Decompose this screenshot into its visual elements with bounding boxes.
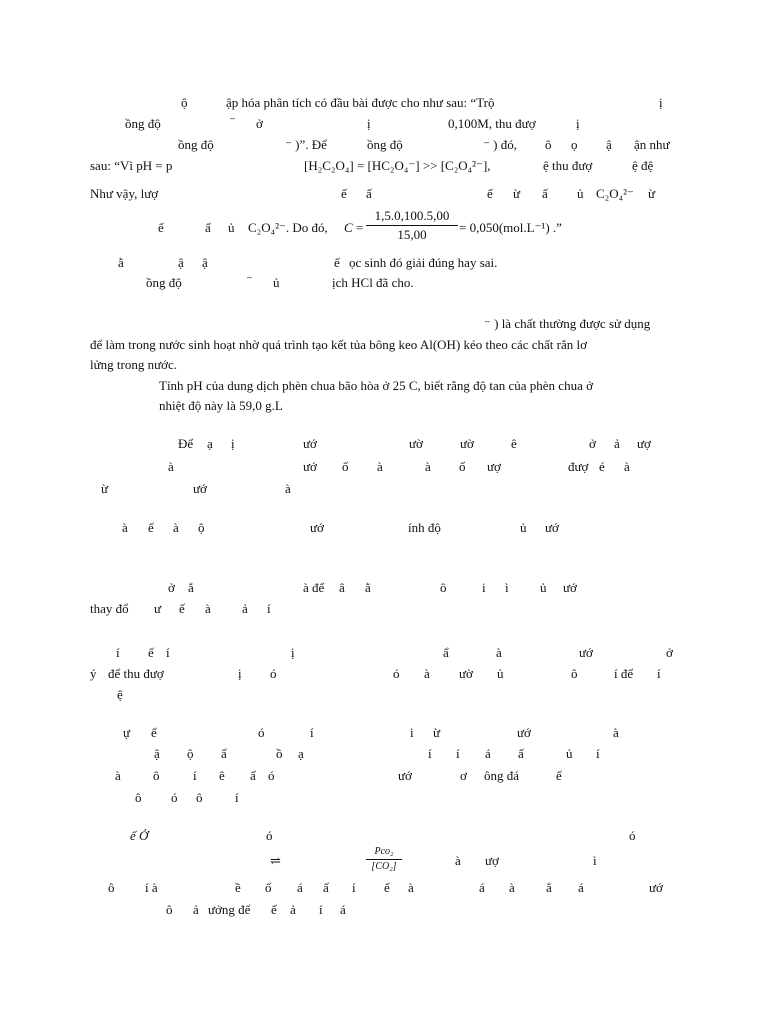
text-fragment: à bbox=[613, 725, 619, 740]
text-fragment: i bbox=[410, 725, 414, 740]
text-fragment: sau: “Vì pH = p bbox=[90, 158, 173, 173]
text-fragment: í bbox=[657, 666, 661, 681]
text-fragment: á bbox=[297, 880, 303, 895]
text-fragment: à bbox=[285, 481, 291, 496]
text-fragment: C₂O₄²⁻. Do đó, bbox=[248, 220, 328, 235]
text-fragment: 0,100M, thu đượ bbox=[448, 116, 536, 131]
text-fragment: ô bbox=[440, 580, 447, 595]
text-fragment: ì bbox=[593, 853, 597, 868]
concentration-fraction bbox=[366, 208, 458, 243]
text-fragment: ướ bbox=[303, 436, 317, 451]
text-fragment: á bbox=[479, 880, 485, 895]
fraction-numerator: Pco₂ bbox=[366, 846, 402, 860]
text-fragment: ủ bbox=[497, 666, 504, 681]
text-fragment: ô bbox=[166, 902, 173, 917]
text-fragment: ừ bbox=[101, 481, 109, 496]
text-fragment: ế bbox=[148, 645, 154, 660]
text-fragment: ị bbox=[231, 436, 235, 451]
text-fragment: ướ bbox=[545, 520, 559, 535]
fraction-denominator: [CO₂] bbox=[371, 861, 397, 872]
equilibrium-arrow: ⇌ bbox=[270, 853, 281, 868]
text-fragment: = 0,050(mol.L⁻¹) .” bbox=[459, 220, 562, 235]
text-fragment: ó bbox=[629, 828, 636, 843]
text-fragment: í bbox=[235, 790, 239, 805]
text-fragment: ồng độ bbox=[367, 137, 403, 152]
text-fragment: ằ bbox=[118, 255, 124, 270]
text-fragment: ượ bbox=[485, 853, 499, 868]
text-fragment: à bbox=[168, 459, 174, 474]
text-fragment: à bbox=[205, 601, 211, 616]
text-fragment: ông đá bbox=[484, 768, 520, 783]
text-fragment: ⁻ ) đó, bbox=[483, 137, 517, 152]
text-fragment: ắ bbox=[188, 580, 194, 595]
text-fragment: ô bbox=[196, 790, 203, 805]
text-fragment: ⁻ ) là chất thường được sử dụng bbox=[484, 316, 651, 331]
text-fragment: í bbox=[319, 902, 323, 917]
text-fragment: ế bbox=[271, 902, 277, 917]
text-fragment: ủ bbox=[520, 520, 527, 535]
text-fragment: ế Ở bbox=[130, 828, 149, 843]
text-fragment: Để bbox=[178, 436, 194, 451]
text-fragment: í bbox=[267, 601, 271, 616]
text-fragment: à bbox=[424, 666, 430, 681]
text-fragment: í à bbox=[145, 880, 158, 895]
text-fragment: ượ bbox=[637, 436, 651, 451]
text-fragment: ịch HCl đã cho. bbox=[332, 275, 414, 290]
text-fragment: ưởng để bbox=[208, 902, 251, 917]
text-fragment: à bbox=[408, 880, 414, 895]
text-fragment: ấ bbox=[323, 880, 329, 895]
text-fragment: ố bbox=[342, 459, 349, 474]
formula-variable: C bbox=[344, 220, 353, 235]
text-fragment: ượ bbox=[487, 459, 501, 474]
text-fragment: ở bbox=[666, 645, 673, 660]
equilibrium-formula: [H₂C₂O₄] = [HC₂O₄⁻] >> [C₂O₄²⁻], bbox=[304, 158, 491, 173]
text-fragment: ủ bbox=[577, 186, 584, 201]
text-fragment: ẳ bbox=[546, 880, 552, 895]
fraction-denominator: 15,00 bbox=[397, 227, 427, 242]
text-fragment: ả bbox=[193, 902, 199, 917]
text-fragment: ậ bbox=[606, 137, 612, 152]
fraction-numerator: 1,5.0,100.5,00 bbox=[366, 208, 458, 226]
text-fragment: ủ bbox=[566, 746, 573, 761]
text-fragment: ó bbox=[393, 666, 400, 681]
text-fragment: ệ bbox=[117, 687, 123, 702]
text-fragment: à bbox=[509, 880, 515, 895]
text-fragment: ộ bbox=[181, 95, 188, 110]
text-fragment: í bbox=[352, 880, 356, 895]
text-fragment: à để bbox=[303, 580, 325, 595]
text-fragment: à bbox=[425, 459, 431, 474]
text-fragment: ị bbox=[238, 666, 242, 681]
text-fragment: ế bbox=[179, 601, 185, 616]
text-fragment: í bbox=[310, 725, 314, 740]
text-fragment: à bbox=[455, 853, 461, 868]
text-fragment: í bbox=[428, 746, 432, 761]
text-fragment: ướ bbox=[649, 880, 663, 895]
text-fragment: à bbox=[122, 520, 128, 535]
text-fragment: ập hóa phân tích có đầu bài được cho như sau: “Trộ bbox=[226, 95, 495, 110]
text-fragment: à bbox=[115, 768, 121, 783]
text-fragment: ế bbox=[158, 220, 164, 235]
text-fragment: ó bbox=[270, 666, 277, 681]
text-fragment: í bbox=[193, 768, 197, 783]
text-fragment: ướ bbox=[579, 645, 593, 660]
text-fragment: ó bbox=[266, 828, 273, 843]
text-fragment: ạ bbox=[207, 436, 213, 451]
text-fragment: ườ bbox=[409, 436, 423, 451]
text-fragment: ì bbox=[505, 580, 509, 595]
text-fragment: ế bbox=[487, 186, 493, 201]
text-fragment: ừ bbox=[648, 186, 656, 201]
text-fragment: ồng độ bbox=[146, 275, 182, 290]
text-fragment: í bbox=[166, 645, 170, 660]
text-fragment: ổ bbox=[459, 459, 466, 474]
text-fragment: ằ bbox=[365, 580, 371, 595]
text-fragment: ướ bbox=[398, 768, 412, 783]
oxalate-ion: C₂O₄²⁻ bbox=[596, 186, 634, 201]
text-fragment: ị bbox=[291, 645, 295, 660]
text-fragment: ủ bbox=[228, 220, 235, 235]
text-fragment: á bbox=[485, 746, 491, 761]
text-fragment: ấ bbox=[250, 768, 256, 783]
text-fragment: ở bbox=[168, 580, 175, 595]
text-fragment: á bbox=[578, 880, 584, 895]
text-fragment: ế bbox=[334, 255, 340, 270]
text-fragment: í bbox=[596, 746, 600, 761]
text-fragment: ủ bbox=[273, 275, 280, 290]
text-fragment: ướ bbox=[517, 725, 531, 740]
text-fragment: ướ bbox=[563, 580, 577, 595]
text-fragment: Như vậy, lượ bbox=[90, 186, 159, 201]
text-fragment: ẩ bbox=[443, 645, 449, 660]
text-fragment: í bbox=[456, 746, 460, 761]
text-fragment: ả bbox=[290, 902, 296, 917]
text-fragment: ồ bbox=[276, 746, 283, 761]
text-fragment: ẩ bbox=[221, 746, 227, 761]
text-fragment: ả bbox=[242, 601, 248, 616]
text-fragment: ế bbox=[151, 725, 157, 740]
text-fragment: đượ bbox=[568, 459, 589, 474]
text-fragment: ận như bbox=[634, 137, 670, 152]
text-fragment: ề bbox=[235, 880, 241, 895]
text-fragment: ố bbox=[265, 880, 272, 895]
text-fragment: ạ bbox=[298, 746, 304, 761]
formula-equals: = bbox=[356, 220, 364, 235]
text-fragment: ế bbox=[556, 768, 562, 783]
text-fragment: ô bbox=[135, 790, 142, 805]
text-fragment: ự bbox=[123, 725, 131, 740]
text-fragment: ộ bbox=[187, 746, 194, 761]
text-fragment: ế bbox=[341, 186, 347, 201]
text-fragment: Tính pH của dung dịch phèn chua bão hòa ở 25 C, biết rằng độ tan của phèn chua ở bbox=[159, 378, 593, 393]
text-fragment: ừ bbox=[513, 186, 521, 201]
text-fragment: ⁻ )”. Để bbox=[285, 137, 327, 152]
text-fragment: ướ bbox=[310, 520, 324, 535]
text-fragment: à bbox=[377, 459, 383, 474]
text-fragment: ủ bbox=[540, 580, 547, 595]
text-fragment: á bbox=[340, 902, 346, 917]
text-fragment: ó bbox=[258, 725, 265, 740]
text-fragment: nhiệt độ này là 59,0 g.L bbox=[159, 398, 283, 413]
text-fragment: ế bbox=[148, 520, 154, 535]
text-fragment: ô bbox=[571, 666, 578, 681]
text-fragment: ý bbox=[90, 666, 97, 681]
text-fragment: ở bbox=[256, 116, 263, 131]
text-fragment: ệ đệ bbox=[632, 158, 654, 173]
text-fragment: ư bbox=[154, 601, 162, 616]
text-fragment: ấ bbox=[518, 746, 524, 761]
text-fragment: ế bbox=[384, 880, 390, 895]
text-fragment: ậ bbox=[202, 255, 208, 270]
text-fragment: ồng độ bbox=[125, 116, 161, 131]
text-fragment: ính độ bbox=[408, 520, 441, 535]
text-fragment: để làm trong nước sinh hoạt nhờ quá trình tạo kết tủa bông keo Al(OH) kéo theo các chất rắn lơ bbox=[90, 337, 587, 352]
text-fragment: ⁻ bbox=[229, 113, 236, 128]
text-fragment: à bbox=[624, 459, 630, 474]
text-fragment: thay đổ bbox=[90, 601, 129, 616]
text-fragment: ô bbox=[108, 880, 115, 895]
text-fragment: ê bbox=[219, 768, 225, 783]
text-fragment: ườ bbox=[459, 666, 473, 681]
text-fragment: ơ bbox=[460, 768, 467, 783]
text-fragment: lửng trong nước. bbox=[90, 357, 178, 372]
text-fragment: ở bbox=[589, 436, 596, 451]
text-fragment: ườ bbox=[460, 436, 474, 451]
henry-fraction bbox=[366, 846, 402, 873]
text-fragment: ọc sinh đó giải đúng hay sai. bbox=[349, 255, 498, 270]
text-fragment: ấ bbox=[542, 186, 548, 201]
text-fragment: â bbox=[339, 580, 345, 595]
text-fragment: ê bbox=[511, 436, 517, 451]
text-fragment: à bbox=[173, 520, 179, 535]
text-fragment: để thu đượ bbox=[108, 666, 164, 681]
text-fragment: à bbox=[496, 645, 502, 660]
text-fragment: ậ bbox=[154, 746, 160, 761]
text-fragment: ô bbox=[153, 768, 160, 783]
text-fragment: ậ bbox=[178, 255, 184, 270]
text-fragment: ị bbox=[367, 116, 371, 131]
text-fragment: ó bbox=[171, 790, 178, 805]
text-fragment: ộ bbox=[198, 520, 205, 535]
text-fragment: ô bbox=[545, 137, 552, 152]
text-fragment: ệ thu đượ bbox=[543, 158, 593, 173]
text-fragment: ấ bbox=[205, 220, 211, 235]
text-fragment: ó bbox=[268, 768, 275, 783]
text-fragment: é bbox=[599, 459, 605, 474]
text-fragment: ấ bbox=[366, 186, 372, 201]
text-fragment: ướ bbox=[303, 459, 317, 474]
text-fragment: í để bbox=[614, 666, 634, 681]
text-fragment: ị bbox=[659, 95, 663, 110]
text-fragment: i bbox=[482, 580, 486, 595]
text-fragment: ả bbox=[614, 436, 620, 451]
text-fragment: ị bbox=[576, 116, 580, 131]
text-fragment: ồng độ bbox=[178, 137, 214, 152]
text-fragment: ọ bbox=[571, 137, 578, 152]
text-fragment: ừ bbox=[433, 725, 441, 740]
text-fragment: ⁻ bbox=[246, 272, 253, 287]
text-fragment: í bbox=[116, 645, 120, 660]
text-fragment: ướ bbox=[193, 481, 207, 496]
